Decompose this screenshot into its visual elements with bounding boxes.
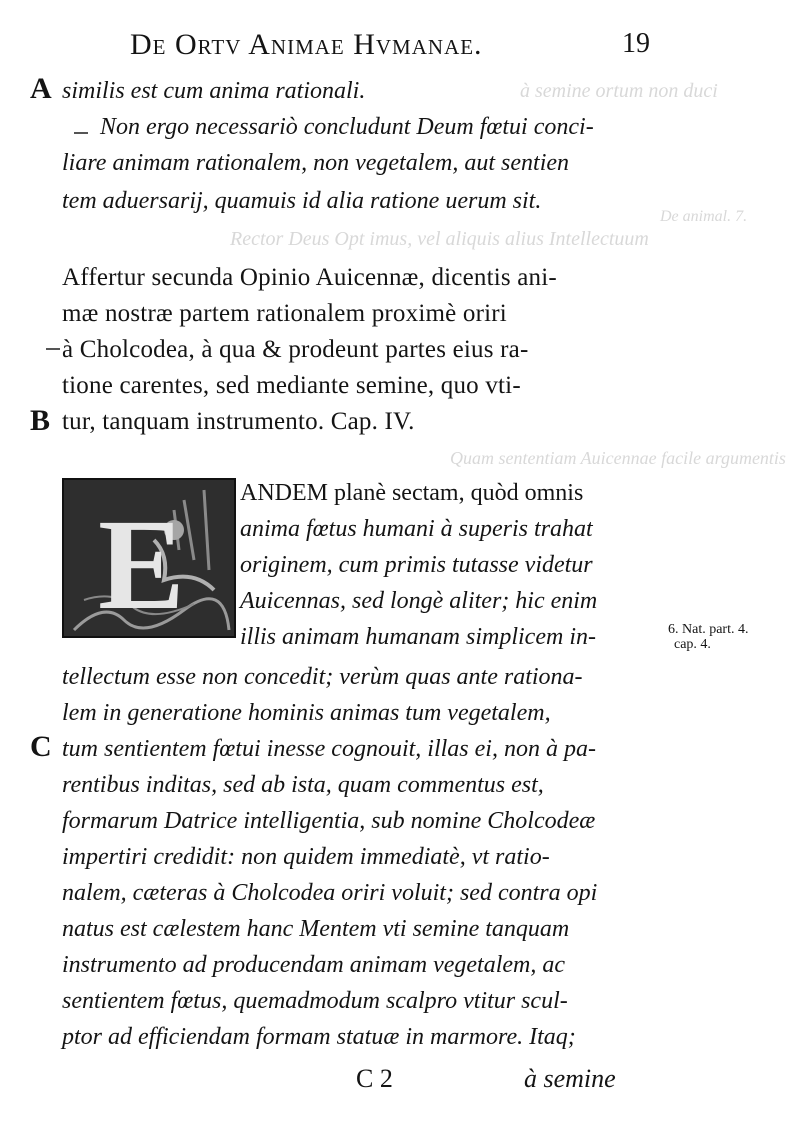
text-line: tum sentientem fœtui inesse cognouit, illas ei, non à pa- — [62, 736, 596, 762]
catchword: à semine — [524, 1064, 616, 1093]
running-title: De Ortv Animae Hvmanae. — [130, 28, 483, 61]
decorated-initial — [62, 478, 236, 638]
margin-letter-a: A — [30, 72, 52, 105]
text-line: rentibus inditas, sed ab ista, quam commentus est, — [62, 772, 544, 798]
drop-cap-letter: E — [98, 493, 185, 636]
page-number: 19 — [622, 28, 650, 59]
text-line: liare animam rationalem, non vegetalem, aut sentien — [62, 150, 570, 176]
margin-letter-b: B — [30, 404, 51, 437]
bleed-through-text: De animal. 7. — [660, 208, 748, 225]
text-line: sentientem fœtus, quemadmodum scalpro vtitur scul- — [62, 988, 568, 1014]
text-line: impertiri credidit: non quidem immediatè, vt ratio- — [62, 844, 550, 870]
text-line: illis animam humanam simplicem in- — [240, 624, 596, 650]
text-line: Auicennas, sed longè aliter; hic enim — [240, 588, 598, 614]
signature-mark: C 2 — [356, 1064, 393, 1093]
text-line: originem, cum primis tutasse videtur — [240, 552, 593, 578]
text-line: formarum Datrice intelligentia, sub nomine Cholcodeæ — [62, 808, 596, 834]
text-line: anima fœtus humani à superis trahat — [240, 516, 593, 542]
woodcut-illustration — [64, 480, 234, 636]
text-line: ptor ad efficiendam formam statuæ in marmore. Itaq; — [62, 1024, 576, 1050]
chapter-heading-line: à Cholcodea, à qua & prodeunt partes eius ra- — [62, 336, 529, 363]
chapter-heading-line: tione carentes, sed mediante semine, quo vti- — [62, 372, 521, 399]
page-header — [130, 26, 650, 66]
text-line: nalem, cæteras à Cholcodea oriri voluit; sed contra opi — [62, 880, 598, 906]
text-line: similis est cum anima rationali. — [62, 78, 366, 104]
bleed-through-text: Rector Deus Opt imus, vel aliquis alius Intellectuum — [230, 228, 649, 250]
text-line: ANDEM planè sectam, quòd omnis — [240, 480, 584, 506]
text-line: lem in generatione hominis animas tum vegetalem, — [62, 700, 551, 726]
text-line: instrumento ad producendam animam vegetalem, ac — [62, 952, 566, 978]
margin-dash — [46, 348, 60, 350]
text-line: Non ergo necessariò concludunt Deum fœtui conci- — [100, 114, 594, 140]
chapter-heading-line: Affertur secunda Opinio Auicennæ, dicentis ani- — [62, 264, 557, 291]
margin-note: 6. Nat. part. 4. cap. 4. — [668, 622, 749, 652]
text-line: tem aduersarij, quamuis id alia ratione uerum sit. — [62, 188, 542, 214]
chapter-heading-line: mæ nostræ partem rationalem proximè oriri — [62, 300, 507, 327]
bleed-through-text: à semine ortum non duci — [520, 80, 718, 102]
margin-dash — [74, 132, 88, 134]
text-line: tellectum esse non concedit; verùm quas ante rationa- — [62, 664, 583, 690]
text-line: natus est cælestem hanc Mentem vti semine tanquam — [62, 916, 570, 942]
margin-letter-c: C — [30, 730, 52, 763]
chapter-heading-line: tur, tanquam instrumento. Cap. IV. — [62, 408, 415, 435]
bleed-through-text: Quam sententiam Auicennae facile argumentis — [450, 448, 786, 468]
